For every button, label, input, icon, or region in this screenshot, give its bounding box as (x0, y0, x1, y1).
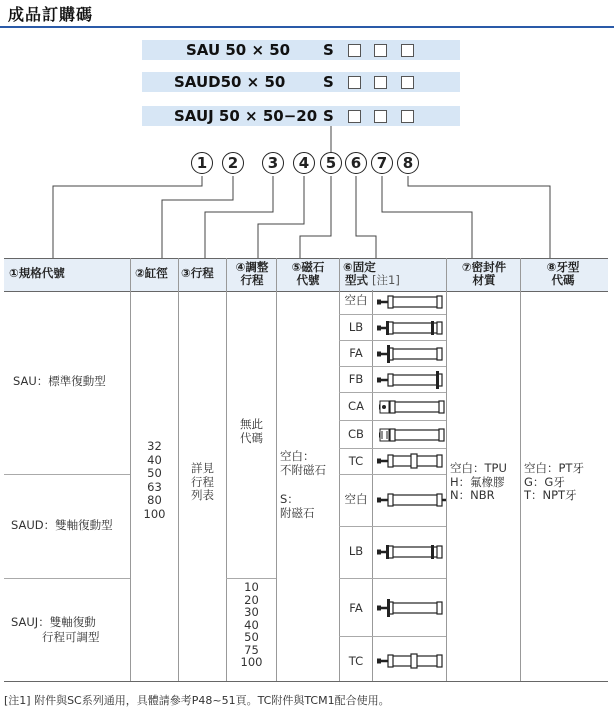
seal-option: 空白：TPU (450, 461, 507, 475)
stroke-line2: 行程 (191, 474, 214, 489)
header-mount-line1: ⑥固定 (343, 260, 376, 274)
header-magnet-line2: 代號 (296, 273, 320, 287)
seal-options (450, 462, 507, 503)
mount-code: CA (348, 399, 364, 413)
mount-code: TC (348, 654, 364, 668)
footnote: [注1] 附件與SC系列通用，具體請參考P48~51頁。TC附件與TCM1配合使用。 (4, 694, 390, 707)
magnet-blank-line1: 空白： (280, 449, 315, 463)
thread-option: 空白：PT牙 (524, 461, 584, 475)
adjust-value: 50 (244, 630, 259, 644)
bore-value: 32 (147, 439, 162, 453)
position-circle-1: 1 (191, 152, 213, 174)
thread-options (524, 462, 584, 503)
bore-value: 40 (147, 452, 162, 467)
magnet-s-line1: S： (280, 492, 299, 506)
adjust-value: 10 (244, 580, 259, 594)
header-spec: ①規格代號 (9, 266, 65, 280)
position-circle-4: 4 (293, 152, 315, 174)
header-adjust-line1: ④調整 (235, 260, 269, 274)
code-s-sau: S (323, 41, 334, 59)
adjust-value: 40 (244, 617, 259, 632)
code-s-saud: S (323, 73, 334, 91)
mount-code: TC (348, 454, 364, 468)
mount-code: 空白 (344, 492, 368, 506)
header-seal-line1: ⑦密封件 (461, 260, 507, 274)
cylinder-drawing-blank-double (377, 494, 446, 506)
stroke-line1: 詳見 (191, 461, 214, 475)
position-circle-8: 8 (397, 152, 419, 174)
thread-option: G：G牙 (524, 474, 565, 489)
position-circle-2: 2 (222, 152, 244, 174)
bore-value: 100 (143, 506, 166, 521)
cylinder-drawing-lb (377, 321, 442, 335)
code-model-saud: SAUD50 × 50 (174, 73, 286, 91)
position-circle-5: 5 (320, 152, 342, 174)
adjust-none-line2: 代碼 (240, 430, 263, 445)
code-model-sau: SAU 50 × 50 (186, 41, 291, 59)
cylinder-drawing-fb (377, 371, 442, 389)
adjust-value: 20 (244, 592, 259, 607)
spec-sau: SAU：標準復動型 (13, 374, 106, 388)
bore-value: 63 (147, 479, 162, 494)
stroke-line3: 列表 (191, 488, 214, 502)
cylinder-drawing-fa-adjust (377, 599, 442, 617)
adjust-none-line1: 無此 (240, 417, 263, 431)
thread-option: T：NPT牙 (524, 488, 577, 502)
adjust-value: 30 (244, 605, 259, 619)
header-adjust-line2: 行程 (240, 273, 264, 287)
cylinder-drawing-lb-double (377, 545, 442, 559)
header-stroke: ③行程 (181, 266, 214, 280)
adjust-value: 100 (240, 655, 263, 669)
header-thread-line2: 代碼 (551, 273, 575, 287)
cylinder-drawing-tc-adjust (377, 654, 442, 668)
bore-value: 50 (147, 466, 162, 480)
magnet-s-line2: 附磁石 (280, 505, 315, 520)
header-seal-line2: 材質 (472, 273, 496, 287)
header-mount-note: [注1] (372, 273, 400, 287)
cylinder-drawing-tc (377, 454, 442, 468)
header-mount-line2: 型式 (345, 273, 368, 287)
position-circle-7: 7 (371, 152, 393, 174)
magnet-blank-line2: 不附磁石 (280, 462, 326, 477)
cylinder-drawing-blank (377, 296, 442, 308)
mount-code: LB (348, 544, 364, 558)
mount-code: 空白 (344, 293, 368, 307)
mount-code: FB (348, 372, 364, 386)
cylinder-drawing-ca (379, 401, 444, 413)
position-circle-3: 3 (262, 152, 284, 174)
cylinder-drawing-fa (377, 345, 442, 363)
spec-saud: SAUD：雙軸復動型 (11, 518, 113, 532)
seal-option: H：氟橡膠 (450, 474, 505, 489)
spec-sauj-line1: SAUJ：雙軸復動 (11, 615, 96, 629)
mount-code: CB (348, 427, 364, 441)
bore-value: 80 (147, 493, 162, 507)
code-model-sauj: SAUJ 50 × 50−20 (174, 107, 318, 125)
page-title: 成品訂購碼 (8, 5, 94, 24)
seal-option: N：NBR (450, 488, 495, 502)
spec-sauj-line2: 行程可調型 (42, 630, 100, 644)
cylinder-drawing-cb (379, 429, 444, 441)
mount-code: LB (348, 320, 364, 334)
header-thread-line1: ⑧牙型 (546, 260, 580, 274)
adjust-value: 75 (244, 642, 259, 657)
header-magnet-line1: ⑤磁石 (291, 260, 325, 274)
mount-code: FA (349, 346, 363, 360)
header-bore: ②缸徑 (135, 266, 168, 280)
code-s-sauj: S (323, 107, 334, 125)
position-circle-6: 6 (345, 152, 367, 174)
mount-code: FA (349, 601, 363, 615)
